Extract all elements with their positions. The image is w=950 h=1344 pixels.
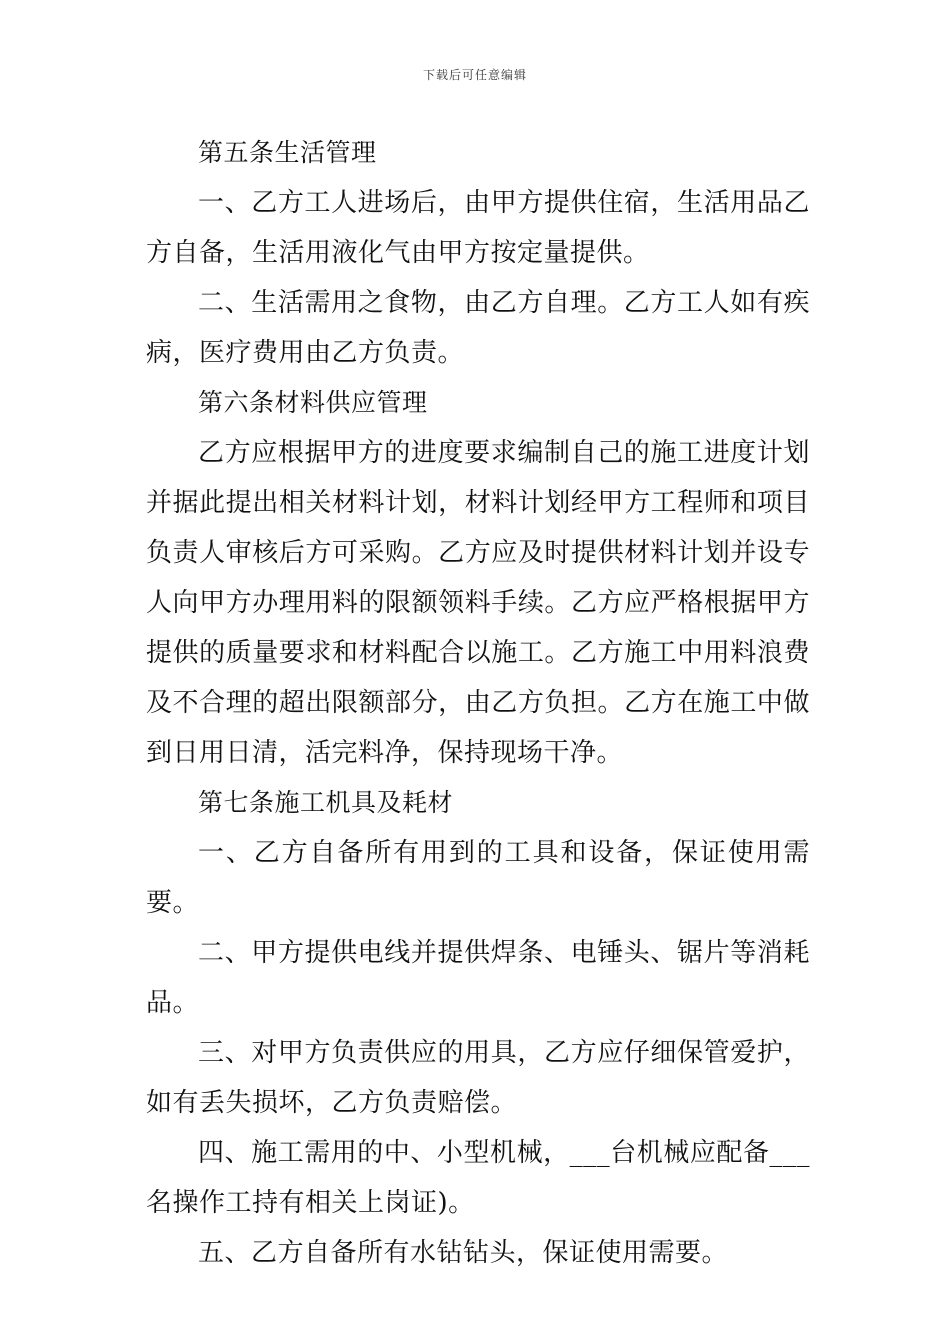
page-header-note: 下载后可任意编辑 — [422, 68, 527, 82]
paragraph-5-1: 一、乙方工人进场后，由甲方提供住宿，生活用品乙方自备，生活用液化气由甲方按定量提供。 — [146, 188, 810, 268]
paragraph-7-5: 五、乙方自备所有水钻钻头，保证使用需要。 — [198, 1238, 729, 1268]
paragraph-7-3: 三、对甲方负责供应的用具，乙方应仔细保管爱护，如有丢失损坏，乙方负责赔偿。 — [146, 1038, 810, 1118]
document-body — [146, 128, 810, 1278]
section-heading-7: 第七条施工机具及耗材 — [198, 788, 454, 817]
paragraph-7-4: 四、施工需用的中、小型机械，___台机械应配备___名操作工持有相关上岗证)。 — [146, 1138, 810, 1218]
paragraph-5-2: 二、生活需用之食物，由乙方自理。乙方工人如有疾病，医疗费用由乙方负责。 — [146, 288, 810, 368]
section-heading-5: 第五条生活管理 — [198, 138, 377, 167]
paragraph-7-1: 一、乙方自备所有用到的工具和设备，保证使用需要。 — [146, 838, 810, 918]
paragraph-7-2: 二、甲方提供电线并提供焊条、电锤头、锯片等消耗品。 — [146, 938, 810, 1018]
paragraph-6-1: 乙方应根据甲方的进度要求编制自己的施工进度计划并据此提出相关材料计划，材料计划经甲方工程师和项目负责人审核后方可采购。乙方应及时提供材料计划并设专人向甲方办理用料的限额领料手续。乙方应严格根据甲方提供的质量要求和材料配合以施工。乙方施工中用料浪费及不合理的超出限额部分，由乙方负担。乙方在施工中做到日用日清，活完料净，保持现场干净。 — [146, 438, 810, 768]
section-heading-6: 第六条材料供应管理 — [198, 388, 428, 417]
